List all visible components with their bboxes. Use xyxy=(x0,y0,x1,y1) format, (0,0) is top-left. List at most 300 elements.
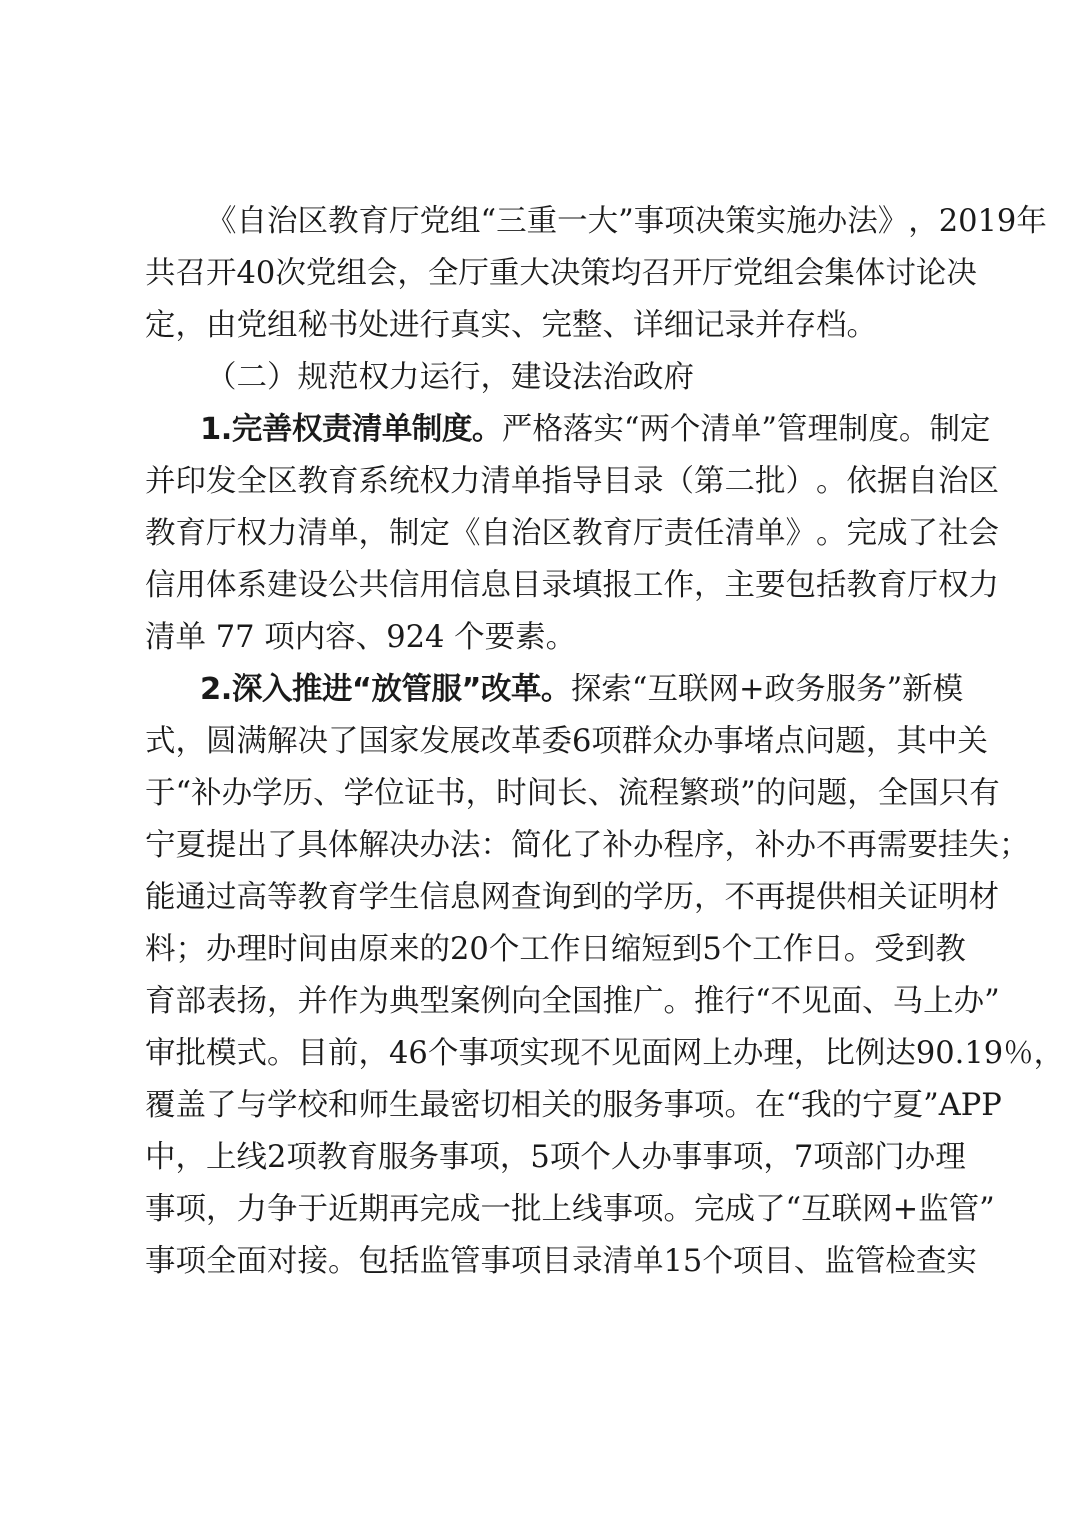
text-line-content-glyph: 讨 xyxy=(885,256,916,291)
text-line-content-glyph: 相 xyxy=(846,880,877,915)
text-line-content-glyph: 政 xyxy=(764,672,796,707)
text-line-content-glyph: 治 xyxy=(938,464,969,499)
text-line-content-glyph: . xyxy=(954,1036,965,1071)
text-line-content-glyph: 4 xyxy=(389,1036,409,1071)
text-line-content-glyph: 印 xyxy=(175,464,206,499)
text-line-content-glyph: 历 xyxy=(282,776,314,811)
text-line-content-glyph: 典 xyxy=(389,984,420,1019)
text-line-content-glyph: 二 xyxy=(724,464,755,499)
text-line-content-glyph: 点 xyxy=(774,724,805,759)
text-line-content-glyph: 责 xyxy=(663,516,694,551)
text-line-content-glyph: 》 xyxy=(785,516,816,551)
text-line-content-glyph: 面 xyxy=(641,1036,672,1071)
text-line-content-glyph: 育 xyxy=(347,1140,378,1175)
text-line-content-glyph: 向 xyxy=(511,984,542,1019)
text-line xyxy=(145,1132,966,1184)
text-line-content-glyph: 近 xyxy=(328,1192,359,1227)
text-line-content-glyph: ， xyxy=(793,1036,825,1071)
text-line-content-glyph: 。 xyxy=(816,464,847,499)
text-line-content-glyph: 化 xyxy=(541,828,572,863)
text-line-content-glyph: 理 xyxy=(763,1036,794,1071)
text-line-content-glyph: 教 xyxy=(846,568,877,603)
text-line-content-glyph: 办 xyxy=(904,1140,936,1175)
runin-heading-1-glyph: 完 xyxy=(231,412,262,447)
text-line-content-glyph: 达 xyxy=(885,1036,916,1071)
text-line-content-glyph: 夏 xyxy=(175,828,206,863)
section-heading-text: （二）规范权力运行，建设法治政府 xyxy=(206,360,694,395)
text-line-content-glyph: 只 xyxy=(938,776,970,811)
text-line-content-glyph: 项 xyxy=(664,204,695,239)
text-line-content-glyph: 目 xyxy=(602,464,633,499)
text-line-content-glyph: 厅 xyxy=(633,516,664,551)
text-line xyxy=(145,976,1000,1028)
text-line-content-glyph: 6 xyxy=(572,724,592,759)
text-line-content-glyph: ， xyxy=(465,776,497,811)
text-line-content-glyph: 全 xyxy=(427,256,459,291)
text-line-content-glyph: 括 xyxy=(389,1244,420,1279)
text-line-content-glyph: 提 xyxy=(206,828,237,863)
text-line-content-glyph: 教 xyxy=(297,880,328,915)
text-line-content-glyph: 成 xyxy=(724,1192,755,1227)
text-line-content-glyph: ， xyxy=(358,1036,389,1071)
text-line-content-glyph: ， xyxy=(763,1140,794,1175)
text-line-content-glyph: 相 xyxy=(511,1088,542,1123)
text-line-content-glyph: 、 xyxy=(313,776,344,811)
text-line-content-glyph: 批 xyxy=(511,1192,542,1227)
text-line-content-glyph: 《 xyxy=(206,204,237,239)
text-line-content-glyph: 单 xyxy=(755,516,786,551)
text-line-content-glyph: A xyxy=(938,1088,961,1123)
text-line-content-glyph: 信 xyxy=(145,568,176,603)
text-line-content-glyph: 部 xyxy=(175,984,206,1019)
text-line-content-glyph: 争 xyxy=(267,1192,298,1227)
text-line-content-glyph: 服 xyxy=(825,672,857,707)
text-line-content-glyph: 项 xyxy=(732,1140,764,1175)
text-line-content-glyph: 中 xyxy=(145,1140,176,1175)
text-line-content-glyph: ， xyxy=(908,204,939,239)
text-line-content-glyph: 全 xyxy=(206,1244,237,1279)
text-line-content-glyph: 实 xyxy=(755,204,787,239)
text-line-content-glyph: 探 xyxy=(570,672,602,707)
text-line-content-glyph: 论 xyxy=(915,256,947,291)
text-line-content-glyph: 实 xyxy=(946,1244,977,1279)
text-line-content-glyph: 监 xyxy=(824,1244,855,1279)
text-line-content-glyph: 问 xyxy=(804,724,836,759)
text-line-content-glyph: 不 xyxy=(580,1036,611,1071)
text-line-content-glyph: 个 xyxy=(427,1036,459,1071)
text-line-content-glyph: 学 xyxy=(633,880,664,915)
text-line-content-glyph: 工 xyxy=(633,568,664,603)
text-line-content-glyph: 自 xyxy=(907,464,938,499)
text-line-content-glyph: 高 xyxy=(236,880,267,915)
text-line-content-glyph: 办 xyxy=(633,828,664,863)
text-line-content-glyph: 上 xyxy=(702,1036,733,1071)
text-line-content-glyph: ： xyxy=(480,828,511,863)
text-line-content-glyph: 简 xyxy=(511,828,542,863)
text-line-content-glyph: 定 xyxy=(419,516,450,551)
text-line-content-glyph: 育 xyxy=(328,880,359,915)
text-line-content-glyph: 校 xyxy=(297,1088,328,1123)
text-line-content-glyph: 学 xyxy=(252,776,283,811)
text-line-content-glyph: 务 xyxy=(856,672,887,707)
text-line-content-glyph: 家 xyxy=(389,724,420,759)
text-line-content-glyph: 到 xyxy=(671,932,703,967)
text-line-content-glyph: 了 xyxy=(206,1088,237,1123)
text-line-content-glyph: 查 xyxy=(511,880,542,915)
text-line-content-glyph: 圆 xyxy=(206,724,237,759)
text-line-content-glyph: 管 xyxy=(777,412,808,447)
text-line-content-glyph: 马 xyxy=(892,984,924,1019)
text-line-content-glyph: ， xyxy=(397,256,428,291)
text-line-content-glyph: 网 xyxy=(862,1192,893,1227)
text-line-content-glyph: 工 xyxy=(519,932,550,967)
text-line-content-glyph: P xyxy=(981,1088,1002,1123)
text-line-content-glyph: 人 xyxy=(610,1140,642,1175)
runin-heading-2-glyph: 管 xyxy=(401,672,432,707)
text-line-content-glyph: 时 xyxy=(496,776,527,811)
text-line xyxy=(145,248,977,300)
text-line-content-glyph: ” xyxy=(761,412,778,447)
text-line-content-glyph: 系 xyxy=(358,464,389,499)
text-line-content-glyph: 包 xyxy=(358,1244,389,1279)
text-line-content-glyph: 到 xyxy=(904,932,936,967)
text-line-content-glyph: 格 xyxy=(532,412,563,447)
text-line-content-glyph: 项 xyxy=(286,1140,317,1175)
text-line-content-glyph: 理 xyxy=(935,1140,966,1175)
text-line-content-glyph: 上 xyxy=(206,1140,237,1175)
text-line-content-glyph: ， xyxy=(267,984,298,1019)
text-line-content-glyph: 上 xyxy=(923,984,954,1019)
text-line-content-glyph: 间 xyxy=(297,932,328,967)
text-line-content-glyph: 单 xyxy=(328,516,359,551)
text-line-content-glyph: 联 xyxy=(678,672,709,707)
text-line-content-glyph: 由 xyxy=(328,932,359,967)
text-line-content-glyph: ， xyxy=(847,776,878,811)
text-line-content-glyph: 成 xyxy=(877,516,908,551)
text-line-content-glyph: 三 xyxy=(496,204,527,239)
text-line-content-glyph: 监 xyxy=(419,1244,450,1279)
text-line-content-glyph: 息 xyxy=(480,568,511,603)
text-line-content-glyph: 网 xyxy=(671,1036,703,1071)
runin-heading-2-glyph: 推 xyxy=(291,672,322,707)
text-line-content-glyph: 关 xyxy=(957,724,988,759)
text-line-content-glyph: 其 xyxy=(896,724,927,759)
text-line-with-runin-heading xyxy=(145,664,964,716)
text-line-content-glyph: 受 xyxy=(874,932,905,967)
text-line-content-glyph: 任 xyxy=(694,516,725,551)
text-line-content-glyph: 主 xyxy=(724,568,755,603)
text-line-content-glyph: 日 xyxy=(813,932,844,967)
text-line-content-glyph: 短 xyxy=(641,932,672,967)
text-line-content-glyph: “ xyxy=(785,1088,802,1123)
text-line-content-glyph: 教 xyxy=(297,464,328,499)
text-line-content-glyph: 有 xyxy=(969,776,1000,811)
text-line-content-glyph: 9 xyxy=(996,204,1017,239)
text-line-content-glyph: 5 xyxy=(682,1244,703,1279)
text-line-content-glyph: 力 xyxy=(450,464,481,499)
text-line-content-glyph: 作 xyxy=(782,932,814,967)
text-line xyxy=(145,456,999,508)
text-line-content: 定，由党组秘书处进行真实、完整、详细记录并存档。 xyxy=(145,308,877,343)
text-line-content-glyph: 、 xyxy=(587,776,619,811)
text-line-content-glyph: 用 xyxy=(175,568,206,603)
text-line-content-glyph: 制 xyxy=(838,412,869,447)
text-line xyxy=(145,508,999,560)
text-line-content-glyph: 两 xyxy=(639,412,670,447)
text-line-content-glyph: 厅 xyxy=(458,256,489,291)
text-line-content-glyph: 事 xyxy=(633,204,665,239)
text-line-content-glyph: 召 xyxy=(175,256,206,291)
text-line-content-glyph: 我 xyxy=(801,1088,832,1123)
runin-heading-1-glyph: 权 xyxy=(291,412,322,447)
text-line-content-glyph: 于 xyxy=(297,1192,328,1227)
text-line-content-glyph: 证 xyxy=(907,880,938,915)
text-line-content-glyph: 委 xyxy=(541,724,572,759)
text-line xyxy=(145,768,1000,820)
text-line-content-glyph: 决 xyxy=(389,828,420,863)
text-line-content-glyph: 厅 xyxy=(907,568,938,603)
text-line-content-glyph: 失 xyxy=(968,828,999,863)
text-line-content-glyph: 在 xyxy=(755,1088,786,1123)
text-line-content-glyph: 理 xyxy=(807,412,839,447)
text-line-content-glyph: 模 xyxy=(206,1036,237,1071)
text-line-content-glyph: 施 xyxy=(786,204,817,239)
text-line-content-glyph: 部 xyxy=(843,1140,875,1175)
text-line-content-glyph: 7 xyxy=(793,1140,814,1175)
text-line-content-glyph: 需 xyxy=(877,828,908,863)
text-line-content-glyph: 不 xyxy=(816,828,847,863)
text-line-content-glyph: ， xyxy=(694,568,725,603)
text-line-content-glyph: 挂 xyxy=(938,828,969,863)
text-line-content-glyph: 权 xyxy=(236,516,267,551)
runin-heading-2-glyph: . xyxy=(220,672,232,707)
runin-heading-1-glyph: 清 xyxy=(351,412,382,447)
text-line-content-glyph: 治 xyxy=(267,204,298,239)
text-line-content-glyph: 推 xyxy=(694,984,725,1019)
text-line-content-glyph: 项 xyxy=(813,1140,844,1175)
text-line-content-glyph: 9 xyxy=(915,1036,936,1071)
text-line-content-glyph: 批 xyxy=(755,464,786,499)
text-line-content-glyph: 程 xyxy=(648,776,680,811)
text-line-content-glyph: 办 xyxy=(221,776,253,811)
text-line-content-glyph: 料 xyxy=(145,932,176,967)
text-line-content-glyph: 时 xyxy=(267,932,298,967)
text-line-content-glyph: 。 xyxy=(663,984,694,1019)
text-line-content-glyph: 社 xyxy=(938,516,969,551)
text-line-content-glyph: 询 xyxy=(541,880,572,915)
text-line-content-glyph: 补 xyxy=(755,828,786,863)
runin-heading-2-glyph: 服 xyxy=(431,672,462,707)
text-line-content-glyph: + xyxy=(892,1192,919,1227)
text-line-content-glyph: 信 xyxy=(419,880,450,915)
text-line-content-glyph: 录 xyxy=(572,1244,603,1279)
text-line xyxy=(145,716,988,768)
text-line-content-glyph: 。 xyxy=(724,1088,755,1123)
text-line-content-glyph: 1 xyxy=(663,1244,683,1279)
runin-heading-1-glyph: 。 xyxy=(471,412,502,447)
text-line-content-glyph: 育 xyxy=(877,568,908,603)
text-line-content-glyph: 学 xyxy=(343,776,375,811)
text-line-content-glyph: 推 xyxy=(602,984,633,1019)
text-line-content-glyph: 事 xyxy=(458,1036,489,1071)
text-line-content-glyph: 、 xyxy=(862,984,893,1019)
text-line-content-glyph: 括 xyxy=(816,568,847,603)
text-line-content-glyph: 项 xyxy=(732,1244,764,1279)
text-line-content-glyph: 落 xyxy=(562,412,594,447)
text-line-content-glyph: 于 xyxy=(145,776,176,811)
text-line-content-glyph: 项 xyxy=(549,1140,581,1175)
text-line-content-glyph: 第 xyxy=(694,464,725,499)
text-line-content-glyph: 模 xyxy=(932,672,964,707)
text-line-content-glyph: 》 xyxy=(877,204,909,239)
text-line-content-glyph: 办 xyxy=(816,204,848,239)
runin-heading-2-glyph: ” xyxy=(461,672,481,707)
text-line-content-glyph: 了 xyxy=(907,516,938,551)
text-line-content-glyph: 体 xyxy=(206,568,237,603)
text-line-content-glyph: 0 xyxy=(935,1036,955,1071)
text-line-content-glyph: 项 xyxy=(694,1088,725,1123)
text-line-with-runin-heading xyxy=(145,404,991,456)
text-line-content-glyph: 0 xyxy=(469,932,489,967)
runin-heading-2-glyph: 深 xyxy=(231,672,262,707)
text-line-content-glyph: 作 xyxy=(663,568,694,603)
text-line-content-glyph: 的 xyxy=(419,932,450,967)
text-line xyxy=(145,560,999,612)
text-line-content-glyph: 重 xyxy=(526,204,558,239)
text-line-content-glyph: ； xyxy=(999,828,1030,863)
text-line-content-glyph: 事 xyxy=(145,1244,176,1279)
text-line-content-glyph: 清 xyxy=(480,464,511,499)
text-line xyxy=(145,1184,995,1236)
text-line-content-glyph: 务 xyxy=(408,1140,439,1175)
text-line-content-glyph: 例 xyxy=(854,1036,886,1071)
text-line-content-glyph: 长 xyxy=(557,776,588,811)
text-line-content-glyph: 事 xyxy=(602,1192,633,1227)
text-line-content-glyph: 广 xyxy=(633,984,664,1019)
text-line-content-glyph: 例 xyxy=(480,984,511,1019)
runin-heading-1-glyph: 单 xyxy=(381,412,412,447)
text-line-content-glyph: 定 xyxy=(960,412,991,447)
text-line-content-glyph: ， xyxy=(694,880,725,915)
text-line-content-glyph: 4 xyxy=(236,256,256,291)
text-line-content-glyph: 解 xyxy=(358,828,389,863)
text-line-content-glyph: ” xyxy=(740,776,756,811)
text-line-content-glyph: 式 xyxy=(236,1036,267,1071)
text-line xyxy=(145,196,1047,248)
text-line-content-glyph: 5 xyxy=(530,1140,550,1175)
text-line-content-glyph: 要 xyxy=(907,828,938,863)
text-line-content-glyph: 工 xyxy=(752,932,783,967)
text-line-content-glyph: 组 xyxy=(763,256,794,291)
text-line-content-glyph: 大 xyxy=(587,204,619,239)
text-line-content-glyph: 序 xyxy=(694,828,725,863)
text-line xyxy=(145,1236,977,1288)
text-line-content-glyph: “ xyxy=(480,204,497,239)
text-line-content-glyph: 据 xyxy=(877,464,908,499)
text-line-content-glyph: 和 xyxy=(328,1088,359,1123)
text-line-content-glyph: 项 xyxy=(469,1140,500,1175)
text-line-content-glyph: 线 xyxy=(236,1140,267,1175)
text-line-content-glyph: 监 xyxy=(918,1192,949,1227)
text-line-content-glyph: 清 xyxy=(700,412,731,447)
text-line-content-glyph: ， xyxy=(206,1192,237,1227)
text-line-content-glyph: 扬 xyxy=(236,984,267,1019)
text-line-content-glyph: 夏 xyxy=(892,1088,924,1123)
text-line-content-glyph: 设 xyxy=(297,568,328,603)
text-line-content-glyph: 宁 xyxy=(145,828,176,863)
text-line-content-glyph: 共 xyxy=(145,256,176,291)
text-line-content-glyph: 并 xyxy=(145,464,176,499)
text-line-content-glyph: 务 xyxy=(633,1088,664,1123)
text-line-content-glyph: 国 xyxy=(908,776,939,811)
text-line-content-glyph: 9 xyxy=(983,1036,1004,1071)
text-line-content-glyph: ； xyxy=(175,932,206,967)
runin-heading-2-glyph: 革 xyxy=(510,672,541,707)
text-line-content-glyph: 、 xyxy=(793,1244,825,1279)
text-line xyxy=(145,820,1030,872)
text-line-content-glyph: 查 xyxy=(915,1244,947,1279)
text-line-content-glyph: 。 xyxy=(663,1192,694,1227)
text-line-content-glyph: 厅 xyxy=(206,516,237,551)
text-line-content-glyph: 度 xyxy=(868,412,900,447)
text-line-content-glyph: 力 xyxy=(236,1192,267,1227)
text-line-content-glyph: 前 xyxy=(328,1036,359,1071)
text-line-content-glyph: 法 xyxy=(450,828,481,863)
text-line-content-glyph: 见 xyxy=(801,984,832,1019)
text-line xyxy=(145,1028,1065,1080)
text-line-content-glyph: 盖 xyxy=(175,1088,206,1123)
text-line-content-glyph: 清 xyxy=(602,1244,633,1279)
text-line-content-glyph: 国 xyxy=(358,724,389,759)
text-line-content-glyph: 期 xyxy=(358,1192,389,1227)
text-line-content-glyph: 重 xyxy=(488,256,520,291)
text-line-content-glyph: 组 xyxy=(450,204,481,239)
text-line-content-glyph: 发 xyxy=(206,464,237,499)
text-line-content-glyph: 案 xyxy=(450,984,481,1019)
text-line-content-glyph: 切 xyxy=(480,1088,511,1123)
text-line-content-glyph: 位 xyxy=(374,776,405,811)
text-line-content-glyph: 新 xyxy=(902,672,933,707)
text-line-content-glyph: 项 xyxy=(175,1192,206,1227)
text-line-content-glyph: 育 xyxy=(602,516,633,551)
runin-heading-2-glyph: 进 xyxy=(321,672,352,707)
text-line-content-glyph: 了 xyxy=(267,828,298,863)
text-line-content-glyph: 网 xyxy=(480,880,511,915)
text-line-content-glyph: “ xyxy=(175,776,192,811)
text-line-content-glyph: 问 xyxy=(786,776,817,811)
runin-heading-2-glyph: 2 xyxy=(200,672,221,707)
text-line-content-glyph: 。 xyxy=(328,1244,359,1279)
text-line-content-glyph: 报 xyxy=(602,568,633,603)
text-line-content-glyph: ” xyxy=(984,984,1000,1019)
text-line-content-glyph: 通 xyxy=(175,880,206,915)
text-line-content-glyph: 师 xyxy=(358,1088,389,1123)
runin-heading-1-glyph: 度 xyxy=(441,412,472,447)
text-line-content-glyph: 组 xyxy=(336,256,367,291)
text-line-content-glyph: 个 xyxy=(580,1140,611,1175)
text-line-content-glyph: 决 xyxy=(694,204,726,239)
text-line-content-glyph: 区 xyxy=(297,204,328,239)
text-line-content-glyph: 办 xyxy=(732,1036,764,1071)
runin-heading-2-glyph: 入 xyxy=(261,672,292,707)
text-line-content-glyph: 的 xyxy=(755,776,787,811)
text-line-content-glyph: 目 xyxy=(297,1036,328,1071)
text-line-content-glyph: 实 xyxy=(593,412,624,447)
text-line-content-glyph: ， xyxy=(865,724,897,759)
text-line-content-glyph: 包 xyxy=(785,568,816,603)
text-line-content-glyph: 管 xyxy=(854,1244,886,1279)
text-line-content-glyph: 权 xyxy=(419,464,450,499)
